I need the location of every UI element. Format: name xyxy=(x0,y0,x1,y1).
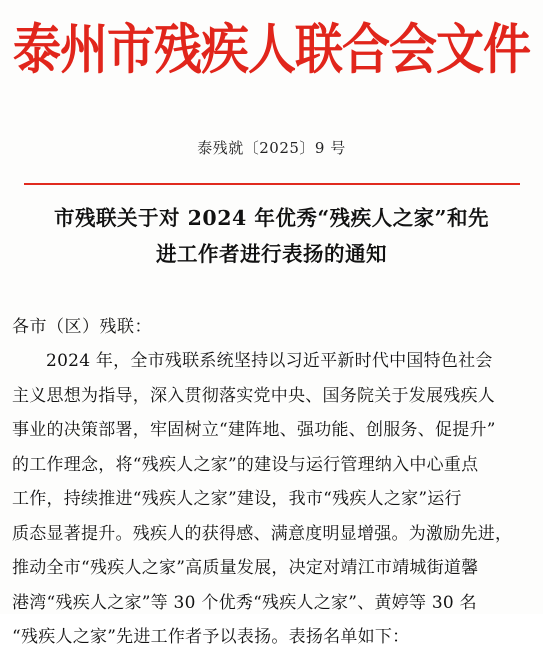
body-line: 的工作理念，将“残疾人之家”的建设与运行管理纳入中心重点 xyxy=(12,454,479,475)
notice-title-line: 市残联关于对 2024 年优秀“残疾人之家”和先 xyxy=(54,206,489,230)
body-line: “残疾人之家”先进工作者予以表扬。表扬名单如下： xyxy=(12,627,410,647)
body-line: 2024 年，全市残联系统坚持以习近平新时代中国特色社会 xyxy=(46,351,493,371)
body-line: 质态显著提升。残疾人的获得感、满意度明显增强。为激励先进， xyxy=(12,523,513,544)
body-line: 港湾“残疾人之家”等 30 个优秀“残疾人之家”、黄婷等 30 名 xyxy=(12,592,477,613)
notice-body xyxy=(12,344,537,655)
notice-title-line: 进工作者进行表扬的通知 xyxy=(156,242,387,266)
salutation: 各市（区）残联： xyxy=(12,317,152,337)
red-divider-line xyxy=(24,183,520,185)
body-line: 事业的决策部署，牢固树立“建阵地、强功能、创服务、促提升” xyxy=(12,420,496,440)
body-line: 工作，持续推进“残疾人之家”建设，我市“残疾人之家”运行 xyxy=(12,489,462,509)
notice-title xyxy=(10,200,533,272)
document-number: 泰残就〔2025〕9 号 xyxy=(197,139,346,157)
body-line: 主义思想为指导，深入贯彻落实党中央、国务院关于发展残疾人 xyxy=(12,385,495,406)
body-line: 推动全市“残疾人之家”高质量发展，决定对靖江市靖城街道馨 xyxy=(12,558,479,578)
document-masthead: 泰州市残疾人联合会文件 xyxy=(12,18,530,82)
